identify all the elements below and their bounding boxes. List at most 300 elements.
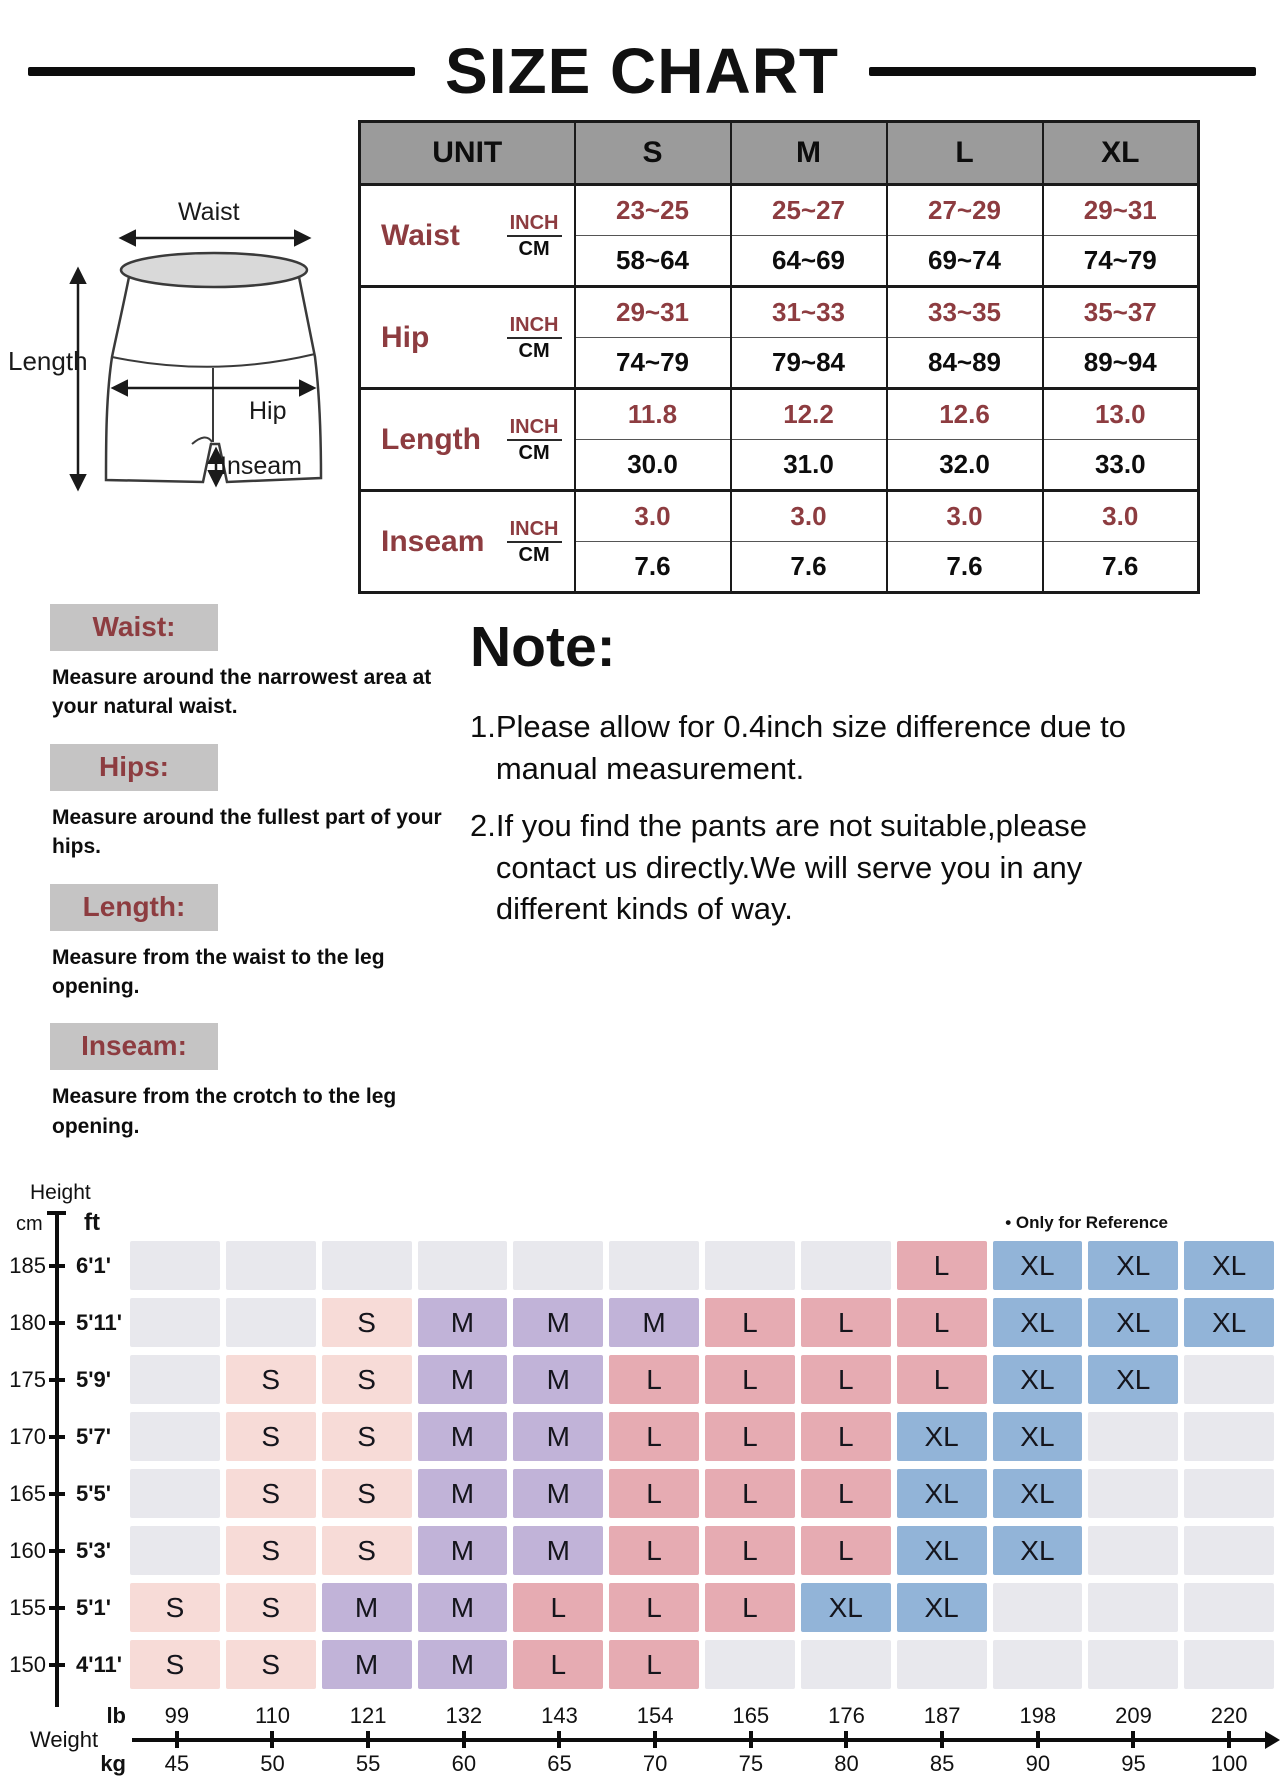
tick-mark: [49, 1606, 65, 1610]
hw-row: [0, 1412, 1284, 1461]
inseam-label: Inseam: [220, 452, 302, 480]
cm-value: 30.0: [575, 440, 731, 491]
height-ft-value: 4'11': [76, 1651, 122, 1677]
size-cell-L: L: [609, 1412, 699, 1461]
cm-value: 33.0: [1043, 440, 1199, 491]
size-cell-L: L: [705, 1298, 795, 1347]
tick-mark: [49, 1321, 65, 1325]
size-cell-XL: XL: [1184, 1298, 1274, 1347]
unit-inch-label: INCH: [507, 314, 562, 339]
weight-axis: [0, 1703, 1284, 1777]
size-cell-S: S: [130, 1640, 220, 1689]
size-cell-L: L: [897, 1298, 987, 1347]
size-cell-empty: [705, 1241, 795, 1290]
cm-value: 7.6: [1043, 542, 1199, 593]
size-cell-XL: XL: [1088, 1241, 1178, 1290]
cm-value: 69~74: [887, 236, 1043, 287]
size-cell-empty: [130, 1298, 220, 1347]
weight-axis-title: Weight: [30, 1727, 99, 1753]
measure-label: Waist: [381, 218, 460, 252]
shorts-diagram-svg: [6, 192, 352, 498]
height-cm-value: 175: [9, 1366, 46, 1392]
weight-axis-arrowhead-icon: [1265, 1731, 1280, 1749]
size-table-inch-row: [360, 185, 1199, 236]
instruction-badge-inseam: Inseam:: [50, 1023, 218, 1070]
size-cell-M: M: [418, 1298, 508, 1347]
hw-row: [0, 1469, 1284, 1518]
size-cell-S: S: [322, 1412, 412, 1461]
size-table-inch-row: [360, 389, 1199, 440]
measure-label-cell: [360, 185, 575, 287]
inch-value: 12.2: [731, 389, 887, 440]
cm-value: 89~94: [1043, 338, 1199, 389]
cm-value: 32.0: [887, 440, 1043, 491]
weight-axis-tick: [132, 1729, 222, 1751]
unit-fraction: [507, 314, 562, 362]
instruction-text-inseam: Measure from the crotch to the leg opening.: [52, 1085, 397, 1138]
size-cell-S: S: [226, 1583, 316, 1632]
hw-cell-row: [130, 1583, 1274, 1632]
size-table-header-cell: L: [887, 122, 1043, 185]
instruction-text-waist: Measure around the narrowest area at your natural waist.: [52, 666, 432, 719]
size-cell-L: L: [609, 1355, 699, 1404]
measure-label: Length: [381, 422, 481, 456]
note-section: [470, 600, 1284, 1163]
weight-kg-value: 70: [642, 1751, 668, 1777]
size-cell-M: M: [418, 1355, 508, 1404]
size-cell-L: L: [513, 1583, 603, 1632]
measure-label: Inseam: [381, 524, 485, 558]
inch-value: 33~35: [887, 287, 1043, 338]
tick-mark: [749, 1731, 753, 1748]
weight-kg-value: 50: [260, 1751, 285, 1777]
weight-kg-value: 45: [164, 1751, 190, 1777]
weight-kg-value: 55: [355, 1751, 381, 1777]
size-cell-M: M: [513, 1526, 603, 1575]
size-cell-M: M: [418, 1412, 508, 1461]
height-cm-value: 180: [9, 1309, 46, 1335]
size-table-header-cell: S: [575, 122, 731, 185]
height-axis-tick: [46, 1663, 68, 1667]
unit-inch-label: INCH: [507, 416, 562, 441]
height-ft-value: 5'9': [76, 1366, 111, 1392]
unit-inch-label: INCH: [507, 212, 562, 237]
hw-row: [0, 1298, 1284, 1347]
hw-body: [0, 1241, 1284, 1689]
size-table-header-row: [360, 122, 1199, 185]
size-cell-empty: [993, 1640, 1083, 1689]
height-ft-value: 5'5': [76, 1480, 111, 1506]
measure-label-inner: [361, 314, 574, 362]
cm-value: 7.6: [575, 542, 731, 593]
weight-lb-value: 176: [828, 1703, 865, 1729]
kg-axis-label: kg: [100, 1751, 126, 1777]
size-cell-S: S: [226, 1526, 316, 1575]
size-cell-L: L: [705, 1412, 795, 1461]
unit-fraction: [507, 416, 562, 464]
size-cell-M: M: [609, 1298, 699, 1347]
size-cell-S: S: [226, 1412, 316, 1461]
only-for-reference-note: • Only for Reference: [1005, 1213, 1168, 1233]
weight-kg-value: 85: [929, 1751, 955, 1777]
size-cell-XL: XL: [897, 1469, 987, 1518]
note-item-text: Please allow for 0.4inch size difference due to manual measurement.: [495, 709, 1127, 786]
height-ft-value: 5'7': [76, 1423, 111, 1449]
height-axis-tick: [46, 1492, 68, 1496]
size-cell-empty: [1184, 1469, 1274, 1518]
size-cell-L: L: [801, 1526, 891, 1575]
page-title: SIZE CHART: [445, 35, 839, 107]
size-cell-empty: [1184, 1640, 1274, 1689]
hw-row: [0, 1355, 1284, 1404]
hw-row: [0, 1640, 1284, 1689]
weight-lb-value: 110: [254, 1703, 291, 1729]
size-cell-empty: [609, 1241, 699, 1290]
size-cell-empty: [130, 1412, 220, 1461]
weight-kg-value: 80: [834, 1751, 859, 1777]
size-cell-M: M: [418, 1526, 508, 1575]
lb-row: [0, 1703, 1284, 1729]
cm-value: 74~79: [575, 338, 731, 389]
size-table-header-cell: UNIT: [360, 122, 575, 185]
size-table-header-cell: M: [731, 122, 887, 185]
size-cell-empty: [130, 1355, 220, 1404]
size-cell-XL: XL: [993, 1241, 1083, 1290]
size-cell-empty: [897, 1640, 987, 1689]
tick-mark: [49, 1378, 65, 1382]
tick-mark: [366, 1731, 370, 1748]
inch-value: 3.0: [1043, 491, 1199, 542]
inch-value: 11.8: [575, 389, 731, 440]
tick-mark: [49, 1549, 65, 1553]
inch-value: 13.0: [1043, 389, 1199, 440]
hw-cell-row: [130, 1355, 1274, 1404]
title-row: [28, 34, 1256, 108]
measurement-instructions: [0, 600, 470, 1163]
weight-axis-tick: [802, 1729, 892, 1751]
height-cm-value: 150: [9, 1651, 46, 1677]
height-axis-tick: [46, 1549, 68, 1553]
cm-axis-label: cm: [16, 1213, 43, 1236]
weight-lb-value: 220: [1210, 1703, 1248, 1729]
weight-lb-value: 187: [923, 1703, 961, 1729]
unit-cm-label: CM: [518, 441, 550, 464]
cm-value: 7.6: [731, 542, 887, 593]
height-cm-value: 185: [9, 1252, 46, 1278]
unit-cm-label: CM: [518, 543, 550, 566]
size-cell-M: M: [513, 1298, 603, 1347]
weight-lb-value: 132: [445, 1703, 483, 1729]
height-axis-title: Height: [30, 1181, 91, 1205]
length-label: Length: [8, 346, 88, 376]
hw-row: [0, 1241, 1284, 1290]
size-cell-M: M: [418, 1469, 508, 1518]
inch-value: 29~31: [1043, 185, 1199, 236]
weight-kg-value: 75: [738, 1751, 764, 1777]
hw-row: [0, 1583, 1284, 1632]
size-cell-XL: XL: [1088, 1355, 1178, 1404]
size-cell-M: M: [418, 1583, 508, 1632]
size-cell-XL: XL: [1184, 1241, 1274, 1290]
weight-kg-value: 65: [547, 1751, 572, 1777]
size-cell-L: L: [705, 1526, 795, 1575]
weight-lb-value: 143: [541, 1703, 578, 1729]
title-line-right: [869, 67, 1256, 76]
height-axis-tick: [46, 1378, 68, 1382]
cm-value: 84~89: [887, 338, 1043, 389]
size-cell-empty: [226, 1298, 316, 1347]
size-cell-S: S: [322, 1298, 412, 1347]
inch-value: 27~29: [887, 185, 1043, 236]
size-cell-L: L: [801, 1412, 891, 1461]
size-cell-M: M: [513, 1355, 603, 1404]
inch-value: 3.0: [575, 491, 731, 542]
instruction-badge-waist: Waist:: [50, 604, 218, 651]
cm-value: 58~64: [575, 236, 731, 287]
size-cell-empty: [130, 1526, 220, 1575]
hw-cell-row: [130, 1298, 1274, 1347]
height-ft-value: 5'3': [76, 1537, 111, 1563]
size-cell-M: M: [322, 1640, 412, 1689]
height-ft-value: 5'11': [76, 1309, 122, 1335]
note-item-number: 1.: [470, 709, 496, 744]
weight-axis-tick: [897, 1729, 987, 1751]
tick-mark: [462, 1731, 466, 1748]
size-cell-M: M: [322, 1583, 412, 1632]
size-cell-XL: XL: [897, 1526, 987, 1575]
hw-cell-row: [130, 1241, 1274, 1290]
tick-mark: [49, 1264, 65, 1268]
weight-lb-value: 154: [636, 1703, 674, 1729]
weight-axis-tick: [1089, 1729, 1179, 1751]
title-line-left: [28, 67, 415, 76]
size-table-inch-row: [360, 287, 1199, 338]
tick-mark: [175, 1731, 179, 1748]
measure-label-cell: [360, 491, 575, 593]
size-cell-L: L: [705, 1583, 795, 1632]
inch-value: 25~27: [731, 185, 887, 236]
hw-cell-row: [130, 1469, 1274, 1518]
cm-value: 64~69: [731, 236, 887, 287]
hw-cell-row: [130, 1412, 1274, 1461]
height-cm-value: 170: [9, 1423, 46, 1449]
tick-mark: [1131, 1731, 1135, 1748]
height-weight-chart: [0, 1181, 1284, 1777]
tick-mark: [49, 1663, 65, 1667]
weight-kg-value: 95: [1121, 1751, 1146, 1777]
measure-label-inner: [361, 212, 574, 260]
cm-value: 74~79: [1043, 236, 1199, 287]
cm-value: 79~84: [731, 338, 887, 389]
instruction-badge-hips: Hips:: [50, 744, 218, 791]
size-table-body: [360, 185, 1199, 593]
note-item-text: If you find the pants are not suitable,please contact us directly.We will serve you in any different kinds of way.: [495, 808, 1087, 927]
size-cell-empty: [801, 1241, 891, 1290]
instruction-badge-length: Length:: [50, 884, 218, 931]
weight-kg-value: 90: [1025, 1751, 1051, 1777]
note-item-1: [470, 706, 1188, 789]
size-cell-empty: [1184, 1355, 1274, 1404]
weight-lb-value: 165: [732, 1703, 770, 1729]
size-cell-empty: [1184, 1412, 1274, 1461]
weight-axis-tick: [610, 1729, 700, 1751]
note-heading: Note:: [470, 615, 616, 679]
height-cm-value: 155: [9, 1594, 46, 1620]
size-cell-L: L: [609, 1469, 699, 1518]
inch-value: 3.0: [887, 491, 1043, 542]
size-chart-page: [0, 34, 1284, 1777]
size-table-header-cell: XL: [1043, 122, 1199, 185]
size-cell-empty: [801, 1640, 891, 1689]
unit-fraction: [507, 518, 562, 566]
size-cell-S: S: [226, 1355, 316, 1404]
size-cell-S: S: [322, 1526, 412, 1575]
size-cell-L: L: [801, 1355, 891, 1404]
weight-kg-value: 100: [1210, 1751, 1248, 1777]
size-cell-XL: XL: [801, 1583, 891, 1632]
weight-axis-tick: [706, 1729, 796, 1751]
size-cell-empty: [1088, 1412, 1178, 1461]
size-cell-empty: [1088, 1583, 1178, 1632]
size-cell-L: L: [801, 1298, 891, 1347]
lb-values: [132, 1703, 1274, 1729]
size-cell-S: S: [130, 1583, 220, 1632]
size-cell-empty: [1088, 1640, 1178, 1689]
size-cell-empty: [322, 1241, 412, 1290]
ft-axis-label: ft: [84, 1209, 100, 1237]
height-axis-tick: [46, 1435, 68, 1439]
tick-mark: [844, 1731, 848, 1748]
size-cell-L: L: [705, 1469, 795, 1518]
size-cell-L: L: [897, 1355, 987, 1404]
size-cell-XL: XL: [993, 1412, 1083, 1461]
note-item-number: 2.: [470, 808, 496, 844]
waist-label: Waist: [178, 198, 240, 226]
size-cell-M: M: [513, 1412, 603, 1461]
hw-rows: [0, 1241, 1284, 1689]
weight-axis-tick: [515, 1729, 605, 1751]
size-cell-S: S: [226, 1640, 316, 1689]
size-cell-S: S: [322, 1469, 412, 1518]
measure-label-inner: [361, 416, 574, 464]
weight-axis-tick: [1184, 1729, 1274, 1751]
size-cell-L: L: [609, 1640, 699, 1689]
hw-cell-row: [130, 1526, 1274, 1575]
kg-row: [0, 1751, 1284, 1777]
weight-lb-value: 209: [1115, 1703, 1152, 1729]
unit-fraction: [507, 212, 562, 260]
tick-mark: [49, 1435, 65, 1439]
unit-cm-label: CM: [518, 237, 550, 260]
tick-mark: [270, 1731, 274, 1748]
weight-kg-value: 60: [451, 1751, 477, 1777]
tick-mark: [653, 1731, 657, 1748]
hip-label: Hip: [249, 397, 287, 425]
tick-mark: [557, 1731, 561, 1748]
cm-value: 31.0: [731, 440, 887, 491]
unit-inch-label: INCH: [507, 518, 562, 543]
hw-row: [0, 1526, 1284, 1575]
size-cell-empty: [226, 1241, 316, 1290]
size-cell-XL: XL: [897, 1583, 987, 1632]
tick-mark: [940, 1731, 944, 1748]
inch-value: 12.6: [887, 389, 1043, 440]
height-cm-value: 165: [9, 1480, 46, 1506]
measure-label-inner: [361, 518, 574, 566]
cm-value: 7.6: [887, 542, 1043, 593]
size-cell-XL: XL: [993, 1355, 1083, 1404]
weight-axis-tick: [323, 1729, 413, 1751]
height-axis-tick: [46, 1606, 68, 1610]
size-cell-XL: XL: [993, 1469, 1083, 1518]
tick-mark: [1036, 1731, 1040, 1748]
kg-values: [132, 1751, 1274, 1777]
size-cell-XL: XL: [993, 1298, 1083, 1347]
measure-label-cell: [360, 287, 575, 389]
weight-lb-value: 99: [164, 1703, 190, 1729]
height-ft-value: 6'1': [76, 1252, 111, 1278]
inch-value: 31~33: [731, 287, 887, 338]
height-cm-value: 160: [9, 1537, 46, 1563]
size-cell-L: L: [513, 1640, 603, 1689]
shorts-diagram: [0, 192, 358, 594]
size-table: [358, 120, 1200, 594]
unit-cm-label: CM: [518, 339, 550, 362]
weight-axis-line-row: [0, 1729, 1284, 1751]
size-cell-empty: [130, 1469, 220, 1518]
weight-lb-value: 198: [1019, 1703, 1057, 1729]
size-cell-XL: XL: [897, 1412, 987, 1461]
size-cell-S: S: [322, 1355, 412, 1404]
size-cell-empty: [1184, 1583, 1274, 1632]
inch-value: 29~31: [575, 287, 731, 338]
inch-value: 35~37: [1043, 287, 1199, 338]
size-cell-L: L: [609, 1583, 699, 1632]
note-item-2: [470, 805, 1188, 930]
tick-mark: [49, 1492, 65, 1496]
size-cell-empty: [1184, 1526, 1274, 1575]
hw-cell-row: [130, 1640, 1274, 1689]
size-cell-L: L: [705, 1355, 795, 1404]
instruction-text-length: Measure from the waist to the leg opening.: [52, 945, 385, 998]
tick-mark: [1227, 1731, 1231, 1748]
measure-label: Hip: [381, 320, 430, 354]
size-cell-M: M: [513, 1469, 603, 1518]
weight-lb-value: 121: [349, 1703, 387, 1729]
weight-axis-tick: [419, 1729, 509, 1751]
waistband: [121, 253, 307, 287]
measure-label-cell: [360, 389, 575, 491]
size-cell-M: M: [418, 1640, 508, 1689]
size-cell-L: L: [897, 1241, 987, 1290]
lb-axis-label: lb: [106, 1703, 126, 1729]
size-cell-S: S: [226, 1469, 316, 1518]
size-cell-empty: [130, 1241, 220, 1290]
size-cell-empty: [993, 1583, 1083, 1632]
size-cell-empty: [1088, 1469, 1178, 1518]
size-cell-L: L: [801, 1469, 891, 1518]
top-section: [0, 120, 1284, 594]
size-cell-empty: [418, 1241, 508, 1290]
size-cell-empty: [513, 1241, 603, 1290]
height-axis-tick: [46, 1321, 68, 1325]
size-cell-XL: XL: [1088, 1298, 1178, 1347]
weight-axis-ticks: [132, 1729, 1274, 1751]
size-cell-empty: [1088, 1526, 1178, 1575]
inch-value: 23~25: [575, 185, 731, 236]
size-cell-empty: [705, 1640, 795, 1689]
size-cell-XL: XL: [993, 1526, 1083, 1575]
